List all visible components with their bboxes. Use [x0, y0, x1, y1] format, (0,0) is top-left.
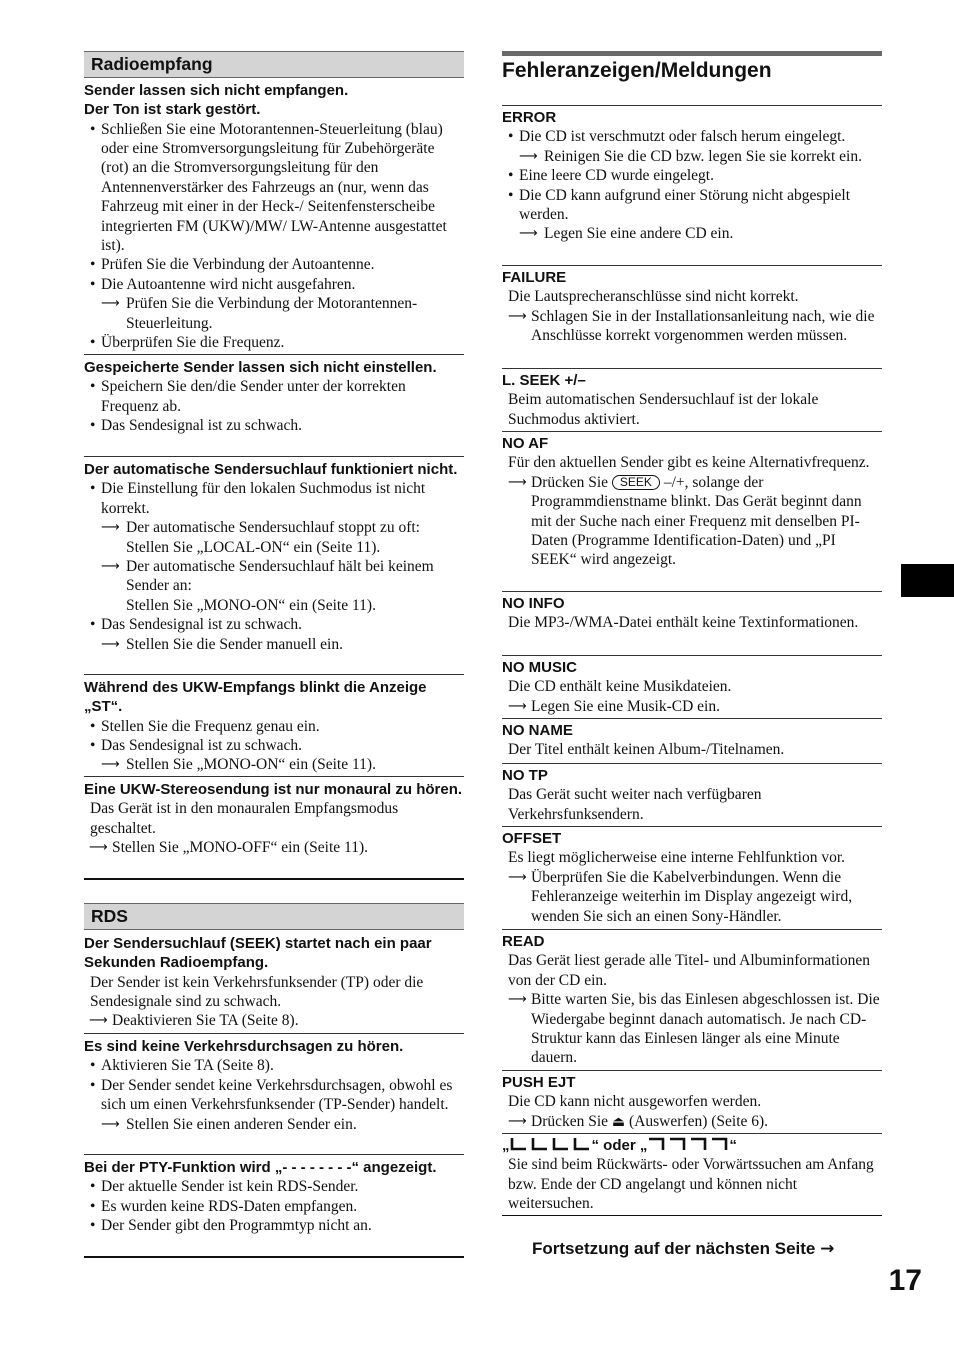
message-segments	[502, 1133, 882, 1214]
entry-question: Sender lassen sich nicht empfangen.	[84, 82, 349, 99]
rds-entry-3	[84, 1154, 464, 1236]
remedy-text: Der automatische Sendersuchlauf hält bei keinem Sender an:	[126, 557, 434, 595]
bullet-item: • Die CD ist verschmutzt oder falsch herum eingelegt.	[504, 127, 882, 146]
remedy-text: Stellen Sie die Sender manuell ein.	[126, 635, 343, 653]
section-end-rule	[502, 1215, 882, 1216]
section-end-rule	[84, 878, 464, 880]
bullet-item: • Schließen Sie eine Motorantennen-Steuerleitung (blau) oder eine Stromversorgungsleitung für Zubehörgeräte (rot) an die Stromversorgungsleitung für den Antennenverstärker des Fahrzeugs an (nur, wenn das Fahrzeug mit einer in der Heck-/ Seitenfensterscheibe integrierten FM (UKW)/MW/ LW-Antenne ausgestattet ist).	[86, 120, 464, 256]
arrow-icon: ⟶	[519, 226, 538, 242]
rds-entry-1	[84, 934, 464, 1031]
message-no-info	[502, 591, 882, 633]
remedy-text: Stellen Sie „MONO-ON“ ein (Seite 11).	[126, 596, 376, 614]
arrow-icon: ⟶	[89, 840, 108, 856]
seek-button-label: SEEK	[612, 475, 660, 490]
message-code: L. SEEK +/–	[502, 372, 586, 389]
arrow-icon: ⟶	[508, 698, 527, 714]
bullet-item: • Der Sender sendet keine Verkehrsdurchsagen, obwohl es sich um einen Verkehrsfunksender (TP-Sender) handelt.	[86, 1076, 464, 1115]
remedy-text: Schlagen Sie in der Installationsanleitung nach, wie die Anschlüsse korrekt vorgenommen werden müssen.	[531, 307, 875, 345]
message-code: READ	[502, 933, 545, 950]
arrow-icon: ⟶	[508, 992, 527, 1008]
bullet-item: • Eine leere CD wurde eingelegt.	[504, 166, 882, 185]
remedy-text: Stellen Sie „MONO-OFF“ ein (Seite 11).	[112, 839, 368, 857]
message-no-name	[502, 718, 882, 760]
arrow-icon: ⟶	[101, 757, 120, 773]
entry-question: Der automatische Sendersuchlauf funktioniert nicht.	[84, 461, 458, 478]
message-no-music	[502, 655, 882, 716]
remedy-text: (Auswerfen) (Seite 6).	[629, 1112, 769, 1130]
bullet-item: • Das Sendesignal ist zu schwach.	[86, 416, 464, 435]
quote-mid: “ oder „	[591, 1137, 648, 1154]
bullet-item: • Es wurden keine RDS-Daten empfangen.	[86, 1197, 464, 1216]
message-text: Für den aktuellen Sender gibt es keine Alternativfrequenz.	[508, 454, 870, 472]
arrow-icon: ⟶	[101, 1116, 120, 1132]
entry-question: Der Sendersuchlauf (SEEK) startet nach ein paar Sekunden Radioempfang.	[84, 935, 432, 972]
message-text: Die CD kann nicht ausgeworfen werden.	[508, 1093, 762, 1111]
message-read	[502, 929, 882, 1068]
entry-question: Es sind keine Verkehrsdurchsagen zu hören.	[84, 1038, 404, 1055]
arrow-icon: ⟶	[508, 308, 527, 324]
arrow-icon: ⟶	[101, 520, 120, 536]
remedy-text: Der automatische Sendersuchlauf stoppt zu oft: Stellen Sie „LOCAL-ON“ ein (Seite 11).	[126, 519, 420, 556]
arrow-icon: ⟶	[101, 636, 120, 652]
entry-question: Der Ton ist stark gestört.	[84, 101, 261, 119]
remedy-text: Bitte warten Sie, bis das Einlesen abgeschlossen ist. Die Wiedergabe beginnt danach automatisch. Je nach CD-Struktur kann das Einlesen länger als eine Minute dauern.	[531, 991, 880, 1067]
arrow-right-icon: →	[820, 1239, 835, 1259]
remedy-text: Stellen Sie einen anderen Sender ein.	[126, 1115, 357, 1133]
entry-question: Während des UKW-Empfangs blinkt die Anzeige „ST“.	[84, 679, 427, 716]
message-text: Die MP3-/WMA-Datei enthält keine Textinformationen.	[508, 614, 859, 632]
radio-entry-1	[84, 81, 464, 352]
bullet-item: • Prüfen Sie die Verbindung der Autoantenne.	[86, 255, 464, 274]
quote-close: “	[729, 1137, 737, 1154]
remedy-text: –/+, solange der Programmdienstname blinkt. Das Gerät beginnt dann mit der Suche nach einer Frequenz mit denselben PI-Daten (Programme Identification-Daten) und „PI SEEK“ wird angezeigt.	[531, 473, 862, 569]
entry-question: Gespeicherte Sender lassen sich nicht einstellen.	[84, 359, 437, 376]
remedy-text: Legen Sie eine Musik-CD ein.	[531, 697, 720, 715]
remedy-text: Überprüfen Sie die Kabelverbindungen. Wenn die Fehleranzeige weiterhin im Display angezeigt wird, wenden Sie sich an einen Sony-Händler.	[531, 868, 853, 925]
message-offset	[502, 826, 882, 926]
page-title: Fehleranzeigen/Meldungen	[502, 59, 772, 82]
section-heading-rds: RDS	[84, 903, 464, 930]
arrow-icon: ⟶	[519, 148, 538, 164]
radio-entry-2	[84, 354, 464, 436]
entry-question: Eine UKW-Stereosendung ist nur monaural zu hören.	[84, 781, 463, 798]
remedy-text: Reinigen Sie die CD bzw. legen Sie sie korrekt ein.	[544, 147, 862, 165]
message-code: OFFSET	[502, 830, 562, 847]
bullet-item: • Die Einstellung für den lokalen Suchmodus ist nicht korrekt.	[86, 479, 464, 518]
bullet-item: • Der aktuelle Sender ist kein RDS-Sender.	[86, 1177, 464, 1196]
eject-icon: ⏏	[611, 1113, 626, 1130]
message-text: Die Lautsprecheranschlüsse sind nicht korrekt.	[508, 288, 799, 306]
entry-question: Bei der PTY-Funktion wird „- - - - - - - -“ angezeigt.	[84, 1159, 437, 1176]
arrow-icon: ⟶	[89, 1013, 108, 1029]
continued-text: Fortsetzung auf der nächsten Seite	[532, 1239, 816, 1258]
bullet-item: • Das Sendesignal ist zu schwach.	[86, 736, 464, 755]
bullet-item: • Stellen Sie die Frequenz genau ein.	[86, 717, 464, 736]
remedy-text: Stellen Sie „MONO-ON“ ein (Seite 11).	[126, 756, 376, 774]
entry-text: Das Gerät ist in den monauralen Empfangsmodus geschaltet.	[90, 800, 399, 837]
radio-entry-3	[84, 456, 464, 654]
message-code: NO NAME	[502, 722, 573, 739]
message-code: NO MUSIC	[502, 659, 577, 676]
continued-note	[532, 1239, 882, 1259]
section-heading-radio: Radioempfang	[84, 51, 464, 78]
message-error	[502, 105, 882, 244]
message-push-ejt	[502, 1070, 882, 1132]
message-no-af	[502, 431, 882, 570]
quote-open: „	[502, 1137, 510, 1154]
message-text: Es liegt möglicherweise eine interne Fehlfunktion vor.	[508, 849, 846, 867]
message-code: FAILURE	[502, 269, 567, 286]
arrow-icon: ⟶	[101, 558, 120, 574]
message-text: Das Gerät liest gerade alle Titel- und Albuminformationen von der CD ein.	[508, 952, 871, 989]
bullet-item: • Aktivieren Sie TA (Seite 8).	[86, 1056, 464, 1075]
message-code: NO AF	[502, 435, 549, 452]
message-code: PUSH EJT	[502, 1074, 576, 1091]
message-code: NO TP	[502, 767, 548, 784]
arrow-icon: ⟶	[508, 1113, 527, 1129]
bullet-item: • Das Sendesignal ist zu schwach.	[86, 615, 464, 634]
message-text: Die CD enthält keine Musikdateien.	[508, 678, 732, 696]
remedy-text: Drücken Sie	[531, 1112, 609, 1130]
message-failure	[502, 265, 882, 346]
bullet-item: • Der Sender gibt den Programmtyp nicht an.	[86, 1216, 464, 1235]
remedy-text: Legen Sie eine andere CD ein.	[544, 225, 734, 243]
upper-segments-icon	[647, 1136, 729, 1152]
arrow-icon: ⟶	[101, 296, 120, 312]
arrow-icon: ⟶	[508, 474, 527, 490]
message-text: Beim automatischen Sendersuchlauf ist der lokale Suchmodus aktiviert.	[508, 391, 819, 428]
thumb-tab	[901, 564, 954, 597]
message-code: NO INFO	[502, 595, 565, 612]
message-no-tp	[502, 763, 882, 824]
bullet-item: • Speichern Sie den/die Sender unter der korrekten Frequenz ab.	[86, 377, 464, 416]
message-lseek	[502, 368, 882, 429]
lower-segments-icon	[510, 1136, 592, 1152]
bullet-item: • Die Autoantenne wird nicht ausgefahren.	[86, 275, 464, 294]
remedy-text: Deaktivieren Sie TA (Seite 8).	[112, 1012, 299, 1030]
radio-entry-5	[84, 776, 464, 858]
remedy-text: Drücken Sie	[531, 473, 609, 491]
message-code	[502, 1136, 882, 1155]
message-text: Das Gerät sucht weiter nach verfügbaren Verkehrsfunksendern.	[508, 786, 762, 823]
page-number: 17	[888, 1264, 922, 1297]
bullet-item: • Die CD kann aufgrund einer Störung nicht abgespielt werden.	[504, 186, 882, 225]
rds-entry-2	[84, 1033, 464, 1134]
bullet-item: • Überprüfen Sie die Frequenz.	[86, 333, 464, 352]
remedy-text: Prüfen Sie die Verbindung der Motorantennen-Steuerleitung.	[126, 295, 418, 332]
radio-entry-4	[84, 674, 464, 775]
message-code: ERROR	[502, 109, 557, 126]
entry-text: Der Sender ist kein Verkehrsfunksender (TP) oder die Sendesignale sind zu schwach.	[90, 973, 424, 1010]
message-text: Der Titel enthält keinen Album-/Titelnamen.	[508, 741, 785, 759]
section-heading-messages	[502, 51, 882, 83]
section-end-rule	[84, 1256, 464, 1258]
arrow-icon: ⟶	[508, 869, 527, 885]
message-text: Sie sind beim Rückwärts- oder Vorwärtssuchen am Anfang bzw. Ende der CD angelangt und können nicht weitersuchen.	[508, 1156, 874, 1213]
